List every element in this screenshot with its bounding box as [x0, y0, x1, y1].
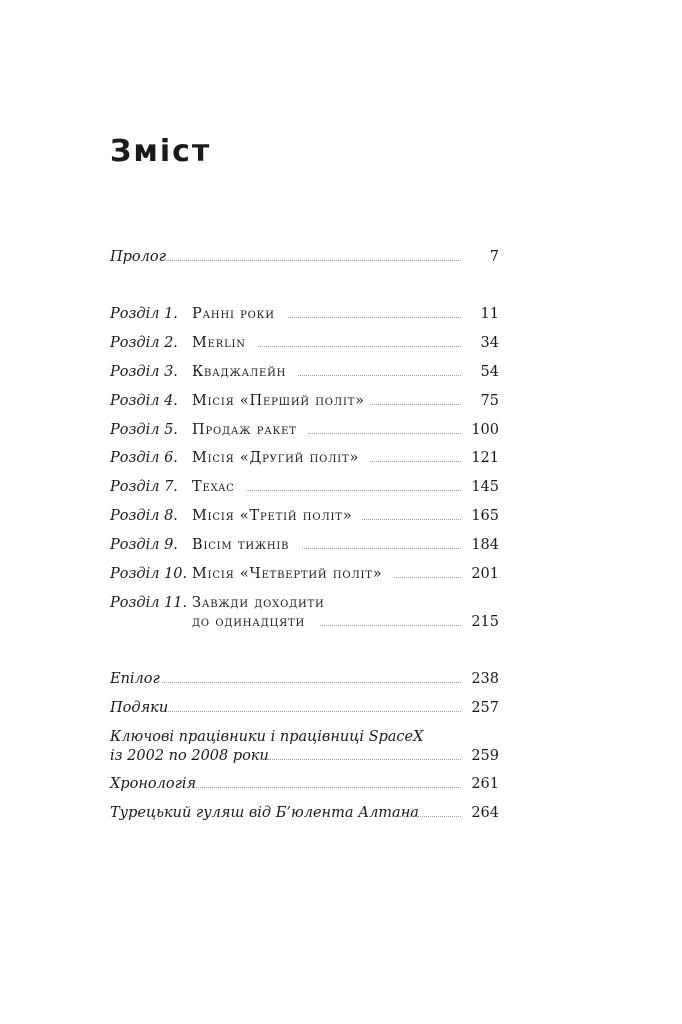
dot-leader: [370, 461, 461, 462]
chapter-title: Місія «Третій політ»: [192, 508, 353, 524]
toc-entry-chapter-3[interactable]: [110, 362, 499, 382]
page-number: 121: [471, 450, 499, 466]
chapter-title: Merlin: [192, 335, 246, 351]
page-title: Зміст: [110, 134, 212, 169]
page-number: 201: [471, 566, 499, 582]
toc-entry-chapter-4[interactable]: [110, 391, 499, 411]
dot-leader: [308, 433, 461, 434]
chapter-label: Розділ 10.: [110, 566, 188, 582]
page-number: 75: [480, 393, 499, 409]
dot-leader: [394, 577, 461, 578]
page-number: 34: [480, 335, 499, 351]
entry-title: Турецький гуляш від Б’юлента Алтана: [110, 805, 419, 821]
chapter-title-line-2: до одинадцяти: [192, 614, 305, 630]
page-number: 145: [471, 479, 499, 495]
chapter-title: Кваджалейн: [192, 364, 287, 380]
chapter-title: Ранні роки: [192, 306, 275, 322]
page-number: 238: [471, 671, 499, 687]
page-number: 11: [480, 306, 499, 322]
chapter-label: Розділ 7.: [110, 479, 178, 495]
page-number: 264: [471, 805, 499, 821]
chapter-label: Розділ 2.: [110, 335, 178, 351]
toc-entry-chapter-7[interactable]: [110, 477, 499, 497]
chapter-title: Продаж ракет: [192, 422, 297, 438]
dot-leader: [362, 519, 461, 520]
dot-leader: [246, 490, 461, 491]
toc-entry-chapter-11[interactable]: [110, 595, 499, 632]
page-number: 261: [471, 776, 499, 792]
chapter-title: Місія «Другий політ»: [192, 450, 360, 466]
page-number: 215: [471, 614, 499, 630]
toc-entry-key-employees[interactable]: [110, 729, 499, 766]
chapter-title: Вісім тижнів: [192, 537, 290, 553]
dot-leader: [258, 759, 461, 760]
dot-leader: [288, 317, 461, 318]
toc-entry-chapter-6[interactable]: [110, 448, 499, 468]
toc-entry-chapter-5[interactable]: [110, 420, 499, 440]
entry-title: Пролог: [110, 249, 166, 265]
toc-entry-chapter-9[interactable]: [110, 535, 499, 555]
dot-leader: [166, 260, 461, 261]
entry-title: Епілог: [110, 671, 160, 687]
toc-entry-epilogue[interactable]: [110, 669, 499, 689]
chapter-label: Розділ 4.: [110, 393, 178, 409]
chapter-label: Розділ 3.: [110, 364, 178, 380]
toc-entry-goulash-recipe[interactable]: [110, 803, 499, 823]
entry-title: Хронологія: [110, 776, 197, 792]
dot-leader: [258, 346, 461, 347]
toc-entry-acknowledgements[interactable]: [110, 698, 499, 718]
dot-leader: [320, 625, 461, 626]
page-number: 257: [471, 700, 499, 716]
chapter-title: Texac: [192, 479, 235, 495]
toc-entry-chapter-8[interactable]: [110, 506, 499, 526]
chapter-title-line-1: Завжди доходити: [192, 595, 325, 611]
toc-entry-chapter-1[interactable]: [110, 304, 499, 324]
chapter-label: Розділ 1.: [110, 306, 178, 322]
chapter-label: Розділ 9.: [110, 537, 178, 553]
dot-leader: [370, 404, 461, 405]
page-number: 259: [471, 748, 499, 764]
chapter-label: Розділ 8.: [110, 508, 178, 524]
page-number: 7: [489, 249, 499, 265]
page-number: 184: [471, 537, 499, 553]
dot-leader: [162, 682, 461, 683]
chapter-label: Розділ 5.: [110, 422, 178, 438]
dot-leader: [166, 711, 461, 712]
dot-leader: [388, 816, 461, 817]
dot-leader: [298, 375, 461, 376]
page-number: 100: [471, 422, 499, 438]
toc-entry-chapter-2[interactable]: [110, 333, 499, 353]
chapter-title: Місія «Четвертий політ»: [192, 566, 383, 582]
entry-title: Подяки: [110, 700, 169, 716]
entry-title-line-2: із 2002 по 2008 роки: [110, 748, 269, 764]
dot-leader: [194, 787, 461, 788]
chapter-label: Розділ 11.: [110, 595, 188, 611]
toc-entry-chronology[interactable]: [110, 774, 499, 794]
chapter-label: Розділ 6.: [110, 450, 178, 466]
page-number: 165: [471, 508, 499, 524]
dot-leader: [302, 548, 461, 549]
toc-entry-chapter-10[interactable]: [110, 564, 499, 584]
toc-entry-prologue[interactable]: [110, 247, 499, 267]
entry-title-line-1: Ключові працівники і працівниці SpaceX: [110, 729, 424, 745]
chapter-title: Місія «Перший політ»: [192, 393, 365, 409]
page-number: 54: [480, 364, 499, 380]
